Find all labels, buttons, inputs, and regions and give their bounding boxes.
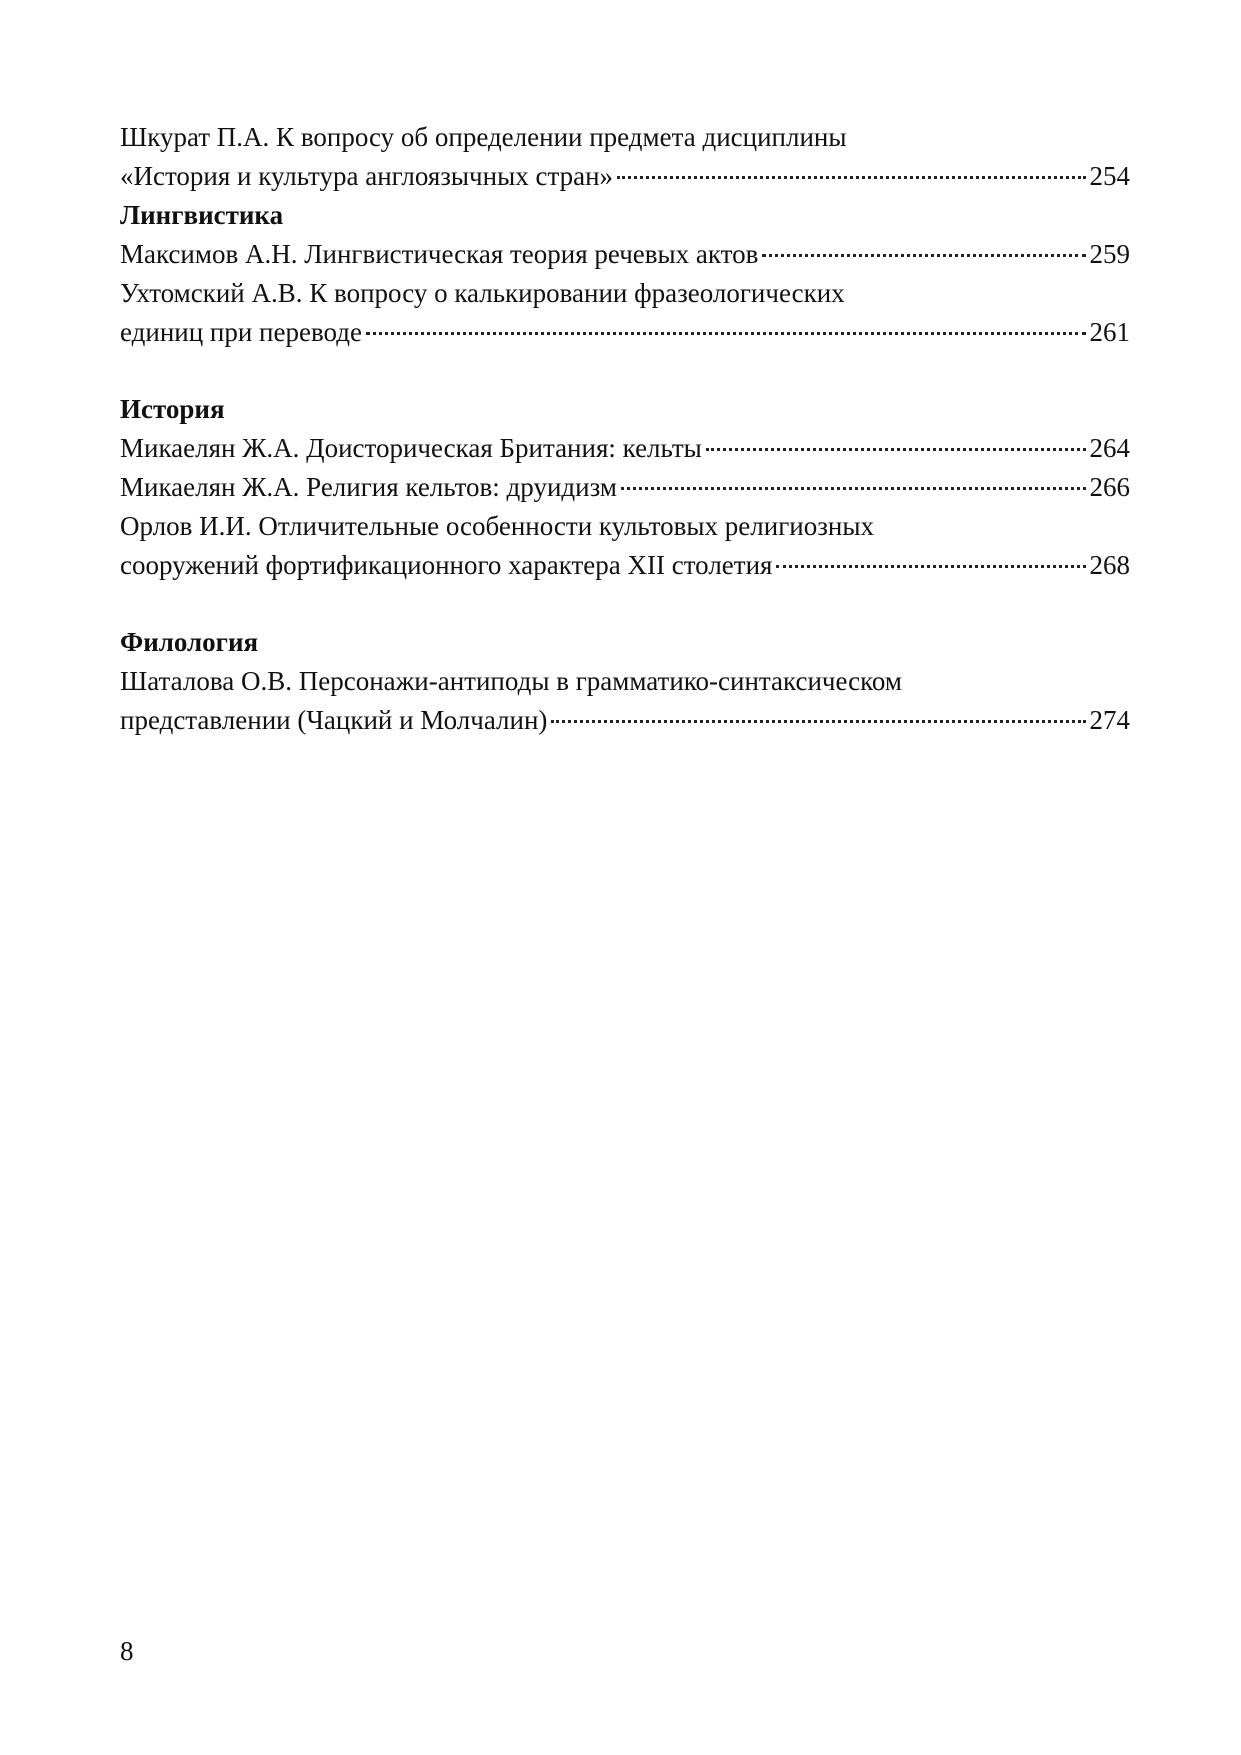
toc-entry [120, 429, 1130, 468]
page-number: 8 [120, 1636, 134, 1666]
toc-entry-line2 [120, 157, 1130, 196]
dot-leader [551, 720, 1085, 723]
section-heading-history: История [120, 394, 225, 424]
dot-leader [762, 254, 1085, 257]
section-spacer [120, 352, 1130, 390]
section-spacer [120, 585, 1130, 623]
dot-leader [617, 176, 1085, 179]
section-heading-philology: Филология [120, 627, 259, 657]
toc-entry-text: представлении (Чацкий и Молчалин) [120, 705, 548, 735]
toc-entry-text: сооружений фортификационного характера XII столетия [120, 550, 773, 580]
toc-page-number: 264 [1089, 433, 1130, 463]
toc-entry [120, 235, 1130, 274]
toc-page-number: 254 [1089, 161, 1130, 191]
toc-page-number: 259 [1089, 239, 1130, 269]
toc-entry [120, 468, 1130, 507]
toc-entry-text: Микаелян Ж.А. Религия кельтов: друидизм [120, 472, 617, 502]
toc-entry-line2 [120, 313, 1130, 352]
table-of-contents [120, 118, 1130, 740]
toc-entry-line2 [120, 546, 1130, 585]
toc-entry-line1: Шаталова О.В. Персонажи-антиподы в грамматико-синтаксическом [120, 666, 902, 696]
toc-page-number: 266 [1089, 472, 1130, 502]
toc-page-number: 261 [1089, 317, 1130, 347]
toc-entry-text: единиц при переводе [120, 317, 362, 347]
toc-entry-text: «История и культура англоязычных стран» [120, 161, 614, 191]
toc-page-number: 274 [1089, 705, 1130, 735]
toc-page-number: 268 [1089, 550, 1130, 580]
toc-entry-line1: Ухтомский А.В. К вопросу о калькировании фразеологических [120, 278, 845, 308]
toc-entry-text: Микаелян Ж.А. Доисторическая Британия: кельты [120, 433, 702, 463]
dot-leader [621, 487, 1086, 490]
dot-leader [366, 332, 1086, 335]
section-heading-linguistics: Лингвистика [120, 200, 284, 230]
toc-entry-line1: Шкурат П.А. К вопросу об определении предмета дисциплины [120, 122, 847, 152]
dot-leader [776, 565, 1085, 568]
toc-entry-line2 [120, 701, 1130, 740]
toc-entry-text: Максимов А.Н. Лингвистическая теория речевых актов [120, 239, 759, 269]
toc-entry-line1: Орлов И.И. Отличительные особенности культовых религиозных [120, 511, 874, 541]
dot-leader [706, 448, 1086, 451]
